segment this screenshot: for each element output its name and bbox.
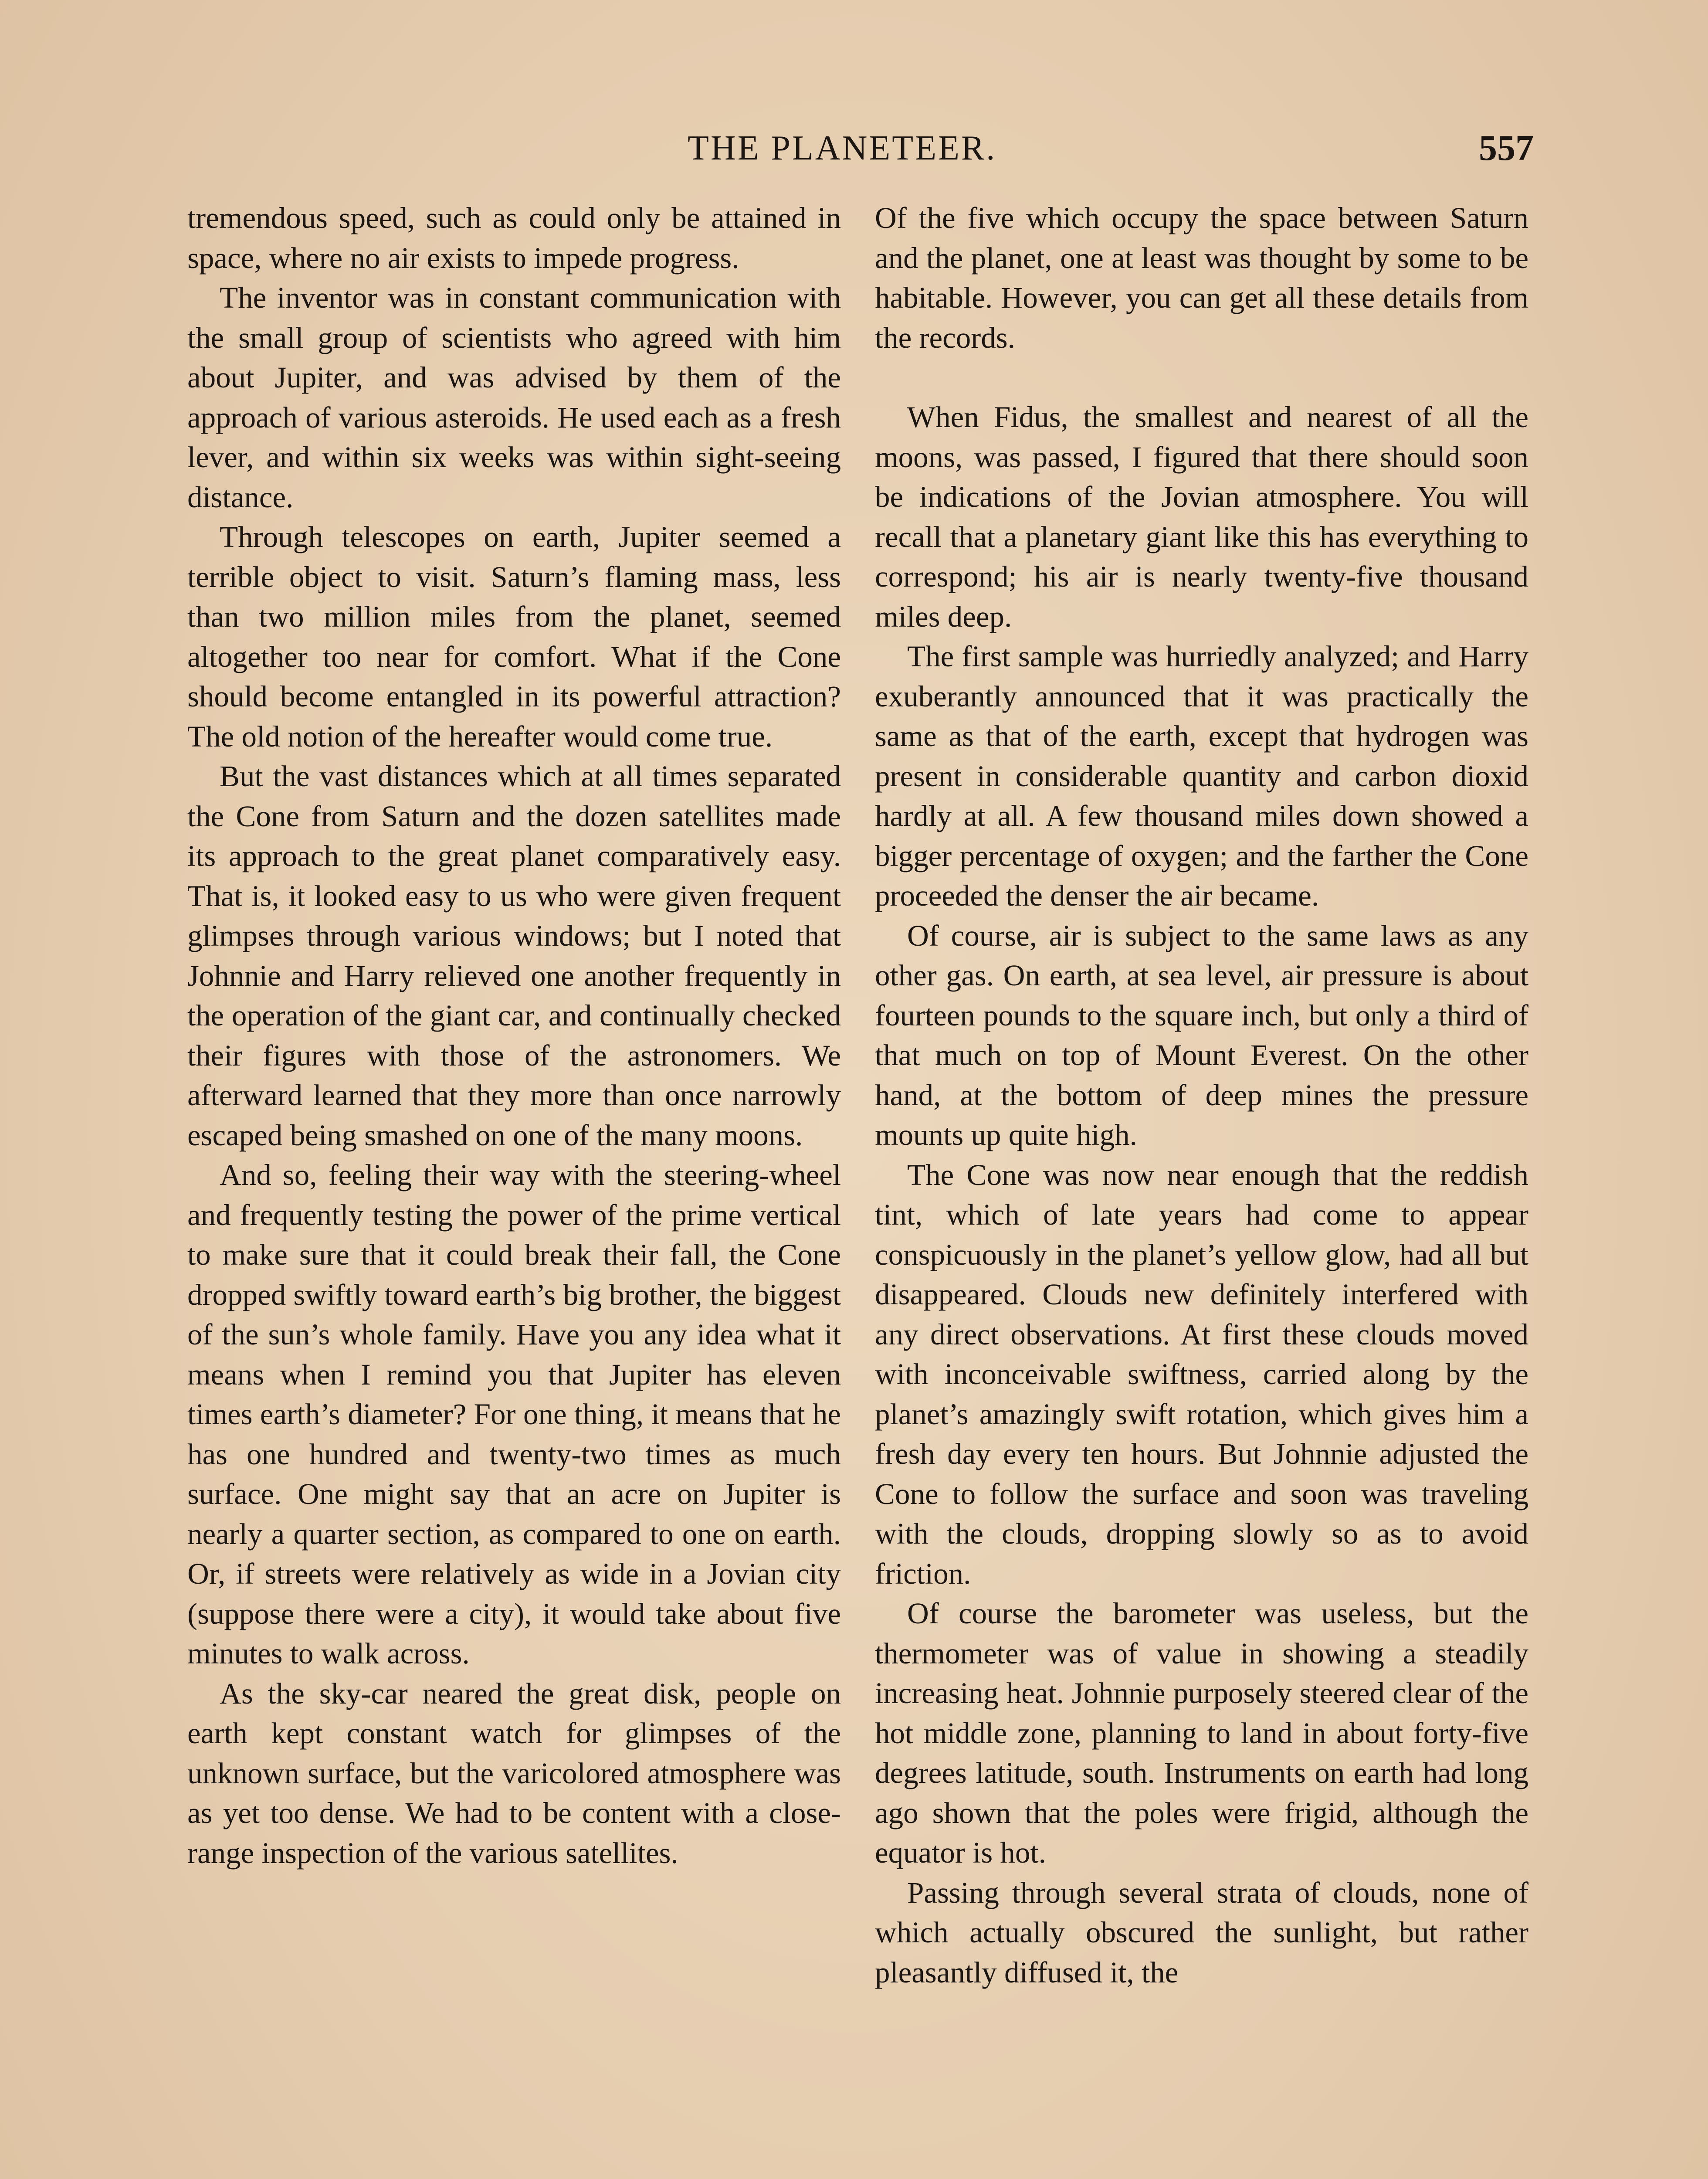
paragraph: But the vast distances which at all times separated the Cone from Saturn and the dozen satellites made its approach to the great planet comparatively easy. That is, it looked easy to us who were given frequent glimpses through various windows; but I noted that Johnnie and Harry relieved one another frequently in the operation of the giant car, and continually checked their figures with those of the astronomers. We afterward learned that they more than once narrowly escaped being smashed on one of the many moons. xyxy=(187,760,841,1152)
paragraph: The first sample was hurriedly analyzed; and Harry exuberantly announced that it was practically the same as that of the earth, except that hydrogen was present in considerable quantity and carbon dioxid hardly at all. A few thousand miles down showed a bigger percentage of oxygen; and the farther the Cone proceeded the denser the air became. xyxy=(875,640,1528,912)
paragraph: Passing through several strata of clouds, none of which actually obscured the sunlight, but rather pleasantly diffused it, the xyxy=(875,1876,1528,1989)
paragraph: Through telescopes on earth, Jupiter seemed a terrible object to visit. Saturn’s flaming mass, less than two million miles from the planet, seemed altogether too near for comfort. What if the Cone should become entangled in its powerful attraction? The old notion of the hereafter would come true. xyxy=(187,520,841,753)
paragraph: The inventor was in constant communication with the small group of scientists who agreed with him about Jupiter, and was advised by them of the approach of various asteroids. He used each as a fresh lever, and within six weeks was within sight-seeing distance. xyxy=(187,281,841,514)
page-header xyxy=(183,126,1534,179)
paragraph: Of course the barometer was useless, but the thermometer was of value in showing a steadily increasing heat. Johnnie purposely steered clear of the hot middle zone, planning to land in about forty-five degrees latitude, south. Instruments on earth had long ago shown that the poles were frigid, although the equator is hot. xyxy=(875,1597,1528,1869)
right-column xyxy=(875,198,1528,2179)
paragraph: And so, feeling their way with the steering-wheel and frequently testing the power of the prime vertical to make sure that it could break their fall, the Cone dropped swiftly toward earth’s big brother, the biggest of the sun’s whole family. Have you any idea what it means when I remind you that Jupiter has eleven times earth’s diameter? For one thing, it means that he has one hundred and twenty-two times as much surface. One might say that an acre on Jupiter is nearly a quarter section, as compared to one on earth. Or, if streets were relatively as wide in a Jovian city (suppose there were a city), it would take about five minutes to walk across. xyxy=(187,1158,841,1670)
paragraph: As the sky-car neared the great disk, people on earth kept constant watch for glimpses of the unknown surface, but the varicolored atmosphere was as yet too dense. We had to be content with a close-range inspection of the various satellites. xyxy=(187,1677,841,1870)
paragraph: The Cone was now near enough that the reddish tint, which of late years had come to appear conspicuously in the planet’s yellow glow, had all but disappeared. Clouds new definitely interfered with any direct observations. At first these clouds moved with inconceivable swiftness, carried along by the planet’s amazingly swift rotation, which gives him a fresh day every ten hours. But Johnnie adjusted the Cone to follow the surface and soon was traveling with the clouds, dropping slowly so as to avoid friction. xyxy=(875,1158,1528,1590)
paragraph: tremendous speed, such as could only be attained in space, where no air exists to impede progress. xyxy=(187,201,841,275)
paragraph: When Fidus, the smallest and nearest of all the moons, was passed, I figured that there should soon be indications of the Jovian atmosphere. You will recall that a planetary giant like this has everything to correspond; his air is nearly twenty-five thousand miles deep. xyxy=(875,401,1528,633)
running-head: THE PLANETEER. xyxy=(688,129,997,167)
paragraph: Of the five which occupy the space between Saturn and the planet, one at least was thought by some to be habitable. However, you can get all these details from the records. xyxy=(875,201,1528,354)
page-number: 557 xyxy=(1479,128,1534,168)
left-column xyxy=(187,198,841,2179)
paragraph: Of course, air is subject to the same laws as any other gas. On earth, at sea level, air pressure is about fourteen pounds to the square inch, but only a third of that much on top of Mount Everest. On the other hand, at the bottom of deep mines the pressure mounts up quite high. xyxy=(875,919,1528,1151)
